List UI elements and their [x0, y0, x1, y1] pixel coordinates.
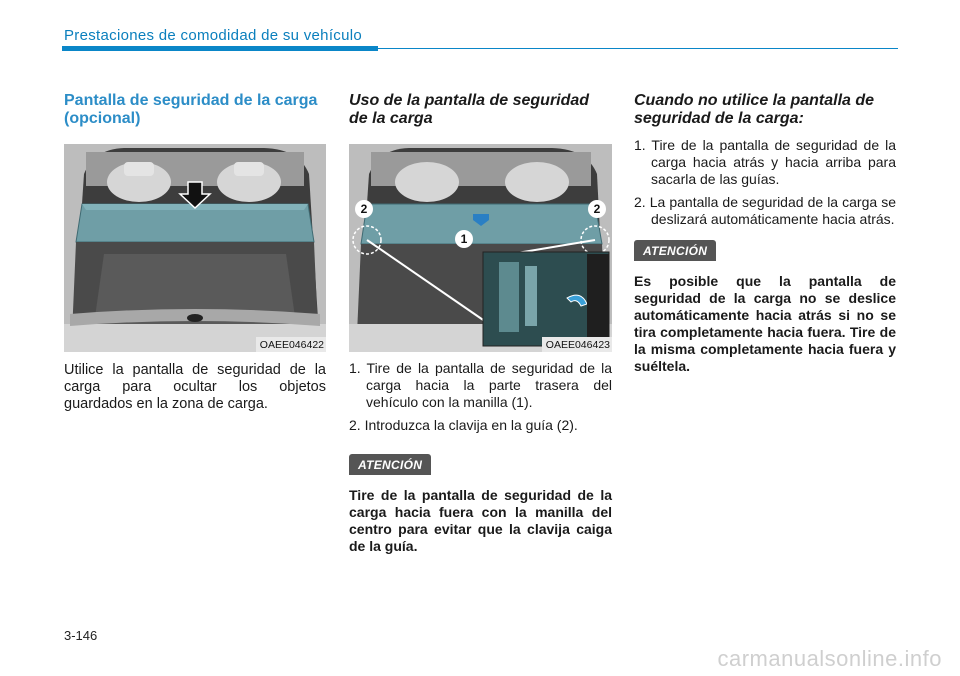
section-header-title: Prestaciones de comodidad de su vehículo — [64, 27, 363, 44]
removal-steps — [634, 137, 896, 228]
cargo-usage-image — [349, 144, 612, 352]
list-item: 1. Tire de la pantalla de seguridad de la carga hacia atrás y hacia arriba para sacarla de las guías. — [634, 137, 896, 187]
column-3 — [634, 92, 896, 375]
intro-paragraph: Utilice la pantalla de seguridad de la carga para ocultar los objetos guardados en la zona de carga. — [64, 362, 326, 412]
section-heading: Cuando no utilice la pantalla de seguridad de la carga: — [634, 92, 875, 127]
figure-code: OAEE046423 — [542, 337, 612, 352]
list-item: 2. La pantalla de seguridad de la carga se deslizará automáticamente hacia atrás. — [634, 194, 896, 227]
header-rule-thin — [378, 48, 898, 49]
usage-steps — [349, 360, 612, 434]
column-2 — [349, 92, 612, 555]
list-item: 1. Tire de la pantalla de seguridad de la carga hacia la parte trasera del vehículo con la manilla (1). — [349, 360, 612, 410]
callout-1: 1 — [455, 230, 473, 248]
attention-badge: ATENCIÓN — [349, 454, 431, 475]
section-heading: Pantalla de seguridad de la carga (opcional) — [64, 92, 318, 127]
attention-block — [349, 454, 612, 475]
callout-2-right: 2 — [588, 200, 606, 218]
cargo-cover-usage-illustration — [349, 144, 612, 352]
attention-badge: ATENCIÓN — [634, 240, 716, 261]
cargo-cover-illustration — [64, 144, 326, 352]
attention-block — [634, 240, 896, 261]
section-heading: Uso de la pantalla de seguridad de la carga — [349, 92, 590, 127]
figure-code: OAEE046422 — [256, 337, 326, 352]
warning-text: Tire de la pantalla de seguridad de la carga hacia fuera con la manilla del centro para evitar que la clavija caiga de la guía. — [349, 487, 612, 554]
watermark: carmanualsonline.info — [717, 646, 942, 671]
cargo-area-image — [64, 144, 326, 352]
header-rule — [62, 46, 378, 51]
callout-2-left: 2 — [355, 200, 373, 218]
page-number: 3-146 — [64, 628, 98, 643]
column-1 — [64, 92, 326, 413]
list-item: 2. Introduzca la clavija en la guía (2). — [349, 417, 578, 433]
warning-text: Es posible que la pantalla de seguridad de la carga no se deslice automáticamente hacia atrás si no se tira completamente hacia fuera. Tire de la misma completamente hacia fuera y suéltela. — [634, 273, 896, 374]
